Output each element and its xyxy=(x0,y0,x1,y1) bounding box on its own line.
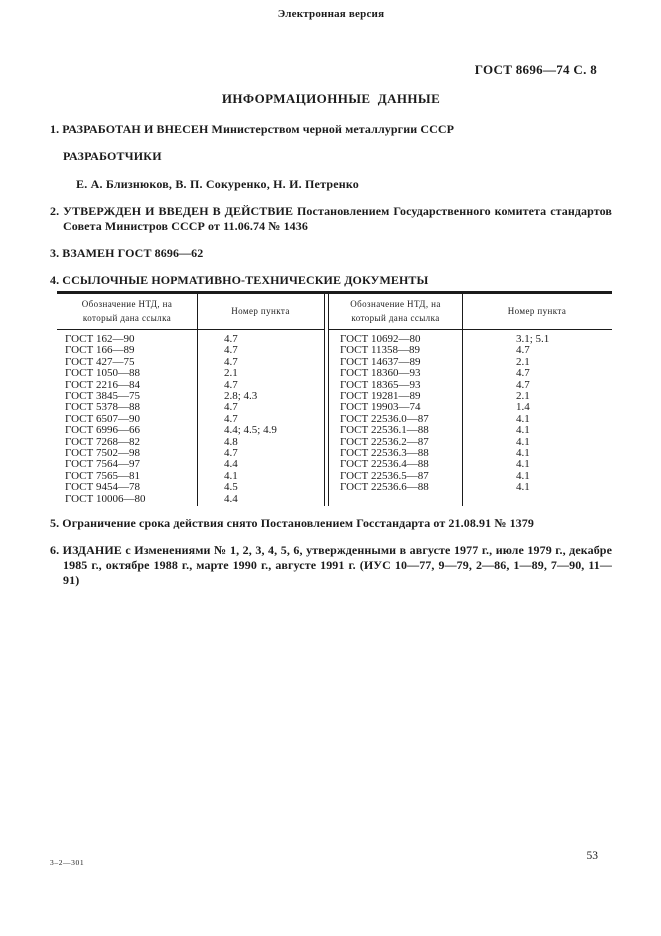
clause-number-cell: 4.7 xyxy=(224,447,238,460)
ntd-designation-cell: ГОСТ 18365—93 xyxy=(340,378,421,391)
ntd-designation-cell: ГОСТ 22536.6—88 xyxy=(340,481,429,494)
clause-number-cell: 2.8; 4.3 xyxy=(224,390,258,403)
table-row xyxy=(329,482,612,493)
developers-heading: РАЗРАБОТЧИКИ xyxy=(63,149,162,163)
ntd-designation-cell: ГОСТ 18360—93 xyxy=(340,367,421,380)
item-4-reference-documents-heading: 4. ССЫЛОЧНЫЕ НОРМАТИВНО-ТЕХНИЧЕСКИЕ ДОКУМЕНТЫ xyxy=(50,273,429,287)
item-3-replaces: 3. ВЗАМЕН ГОСТ 8696—62 xyxy=(50,246,204,260)
clause-number-cell: 2.1 xyxy=(224,367,238,380)
clause-number-cell: 4.7 xyxy=(224,333,238,345)
item-5-validity: 5. Ограничение срока действия снято Постановлением Госстандарта от 21.08.91 № 1379 xyxy=(50,516,534,530)
ntd-designation-cell: ГОСТ 3845—75 xyxy=(65,390,140,403)
ntd-designation-cell: ГОСТ 9454—78 xyxy=(65,481,140,494)
ntd-designation-cell: ГОСТ 22536.2—87 xyxy=(340,435,429,448)
table-row xyxy=(329,368,612,379)
table-header-row xyxy=(57,294,324,330)
doc-number: ГОСТ 8696—74 С. 8 xyxy=(474,62,597,77)
ntd-designation-cell: ГОСТ 1050—88 xyxy=(65,367,140,380)
ntd-designation-cell: ГОСТ 7268—82 xyxy=(65,435,140,448)
clause-number-cell: 4.7 xyxy=(224,412,238,425)
references-table xyxy=(57,291,612,506)
ntd-designation-cell: ГОСТ 7502—98 xyxy=(65,447,140,460)
clause-number-cell: 4.1 xyxy=(516,469,530,482)
clause-number-cell: 4.7 xyxy=(516,378,530,391)
table-header-row xyxy=(329,294,612,330)
header-ntd-designation: Обозначение НТД, на который дана ссылка xyxy=(350,299,441,323)
clause-number-cell: 4.1 xyxy=(516,435,530,448)
print-code: 3–2—301 xyxy=(50,858,85,867)
header-clause-number: Номер пункта xyxy=(231,305,290,316)
clause-number-cell: 2.1 xyxy=(516,390,530,403)
ntd-designation-cell: ГОСТ 5378—88 xyxy=(65,401,140,414)
clause-number-cell: 4.1 xyxy=(516,412,530,425)
item-6-edition: 6. ИЗДАНИЕ с Изменениями № 1, 2, 3, 4, 5, 6, утвержденными в августе 1977 г., июле 1979 г., декабре 1985 г., октябре 1988 г., марте 1990 г., августе 1991 г. (ИУС 10—77, 9—79, 2—86, 1—89, 7—90, 11—91) xyxy=(50,543,612,587)
ntd-designation-cell: ГОСТ 10692—80 xyxy=(340,333,421,345)
clause-number-cell: 4.1 xyxy=(224,469,238,482)
clause-number-cell: 4.7 xyxy=(516,367,530,380)
clause-number-cell: 4.1 xyxy=(516,458,530,471)
ntd-designation-cell: ГОСТ 19903—74 xyxy=(340,401,421,414)
ntd-designation-cell: ГОСТ 7564—97 xyxy=(65,458,140,471)
ntd-designation-cell: ГОСТ 22536.4—88 xyxy=(340,458,429,471)
electronic-version-watermark: Электронная версия xyxy=(277,8,385,20)
ntd-designation-cell: ГОСТ 22536.3—88 xyxy=(340,447,429,460)
ntd-designation-cell: ГОСТ 6996—66 xyxy=(65,424,140,437)
ntd-designation-cell: ГОСТ 22536.5—87 xyxy=(340,469,429,482)
page-title: ИНФОРМАЦИОННЫЕ ДАННЫЕ xyxy=(221,91,441,106)
ntd-designation-cell: ГОСТ 14637—89 xyxy=(340,355,421,368)
clause-number-cell: 4.1 xyxy=(516,447,530,460)
table-row xyxy=(57,425,324,436)
clause-number-cell: 4.7 xyxy=(224,401,238,414)
header-ntd-designation: Обозначение НТД, на который дана ссылка xyxy=(81,299,173,323)
clause-number-cell: 4.4 xyxy=(224,458,238,471)
ntd-designation-cell: ГОСТ 11358—89 xyxy=(340,344,421,357)
ntd-designation-cell: ГОСТ 19281—89 xyxy=(340,390,421,403)
clause-number-cell: 4.7 xyxy=(516,344,530,357)
table-body-right xyxy=(329,330,612,506)
clause-number-cell: 4.1 xyxy=(516,481,530,494)
table-row xyxy=(329,425,612,436)
table-body-left xyxy=(57,330,324,506)
page-number: 53 xyxy=(586,850,598,862)
ntd-designation-cell: ГОСТ 427—75 xyxy=(65,355,135,368)
ntd-designation-cell: ГОСТ 22536.0—87 xyxy=(340,412,429,425)
references-table-right-half xyxy=(328,294,612,506)
table-row xyxy=(57,494,324,505)
item-1-developed-by: 1. РАЗРАБОТАН И ВНЕСЕН Министерством черной металлургии СССР xyxy=(50,122,455,136)
developers-names: Е. А. Близнюков, В. П. Сокуренко, Н. И. Петренко xyxy=(76,177,359,191)
ntd-designation-cell: ГОСТ 10006—80 xyxy=(65,492,146,505)
ntd-designation-cell: ГОСТ 2216—84 xyxy=(65,378,140,391)
clause-number-cell: 4.4 xyxy=(224,492,238,505)
table-row xyxy=(57,482,324,493)
clause-number-cell: 4.7 xyxy=(224,344,238,357)
ntd-designation-cell: ГОСТ 162—90 xyxy=(65,333,135,345)
item-2-approved: 2. УТВЕРЖДЕН И ВВЕДЕН В ДЕЙСТВИЕ Постановлением Государственного комитета стандартов Совета Министров СССР от 11.06.74 № 1436 xyxy=(50,204,612,233)
ntd-designation-cell: ГОСТ 7565—81 xyxy=(65,469,140,482)
clause-number-cell: 4.1 xyxy=(516,424,530,437)
clause-number-cell: 4.8 xyxy=(224,435,238,448)
references-table-left-half xyxy=(57,294,325,506)
ntd-designation-cell: ГОСТ 22536.1—88 xyxy=(340,424,429,437)
clause-number-cell: 3.1; 5.1 xyxy=(516,333,550,345)
clause-number-cell: 1.4 xyxy=(516,401,530,414)
header-clause-number: Номер пункта xyxy=(507,305,567,316)
clause-number-cell: 4.7 xyxy=(224,355,238,368)
ntd-designation-cell: ГОСТ 6507—90 xyxy=(65,412,140,425)
ntd-designation-cell: ГОСТ 166—89 xyxy=(65,344,135,357)
clause-number-cell: 4.5 xyxy=(224,481,238,494)
clause-number-cell: 2.1 xyxy=(516,355,530,368)
clause-number-cell: 4.7 xyxy=(224,378,238,391)
clause-number-cell: 4.4; 4.5; 4.9 xyxy=(224,424,277,437)
table-row xyxy=(57,368,324,379)
